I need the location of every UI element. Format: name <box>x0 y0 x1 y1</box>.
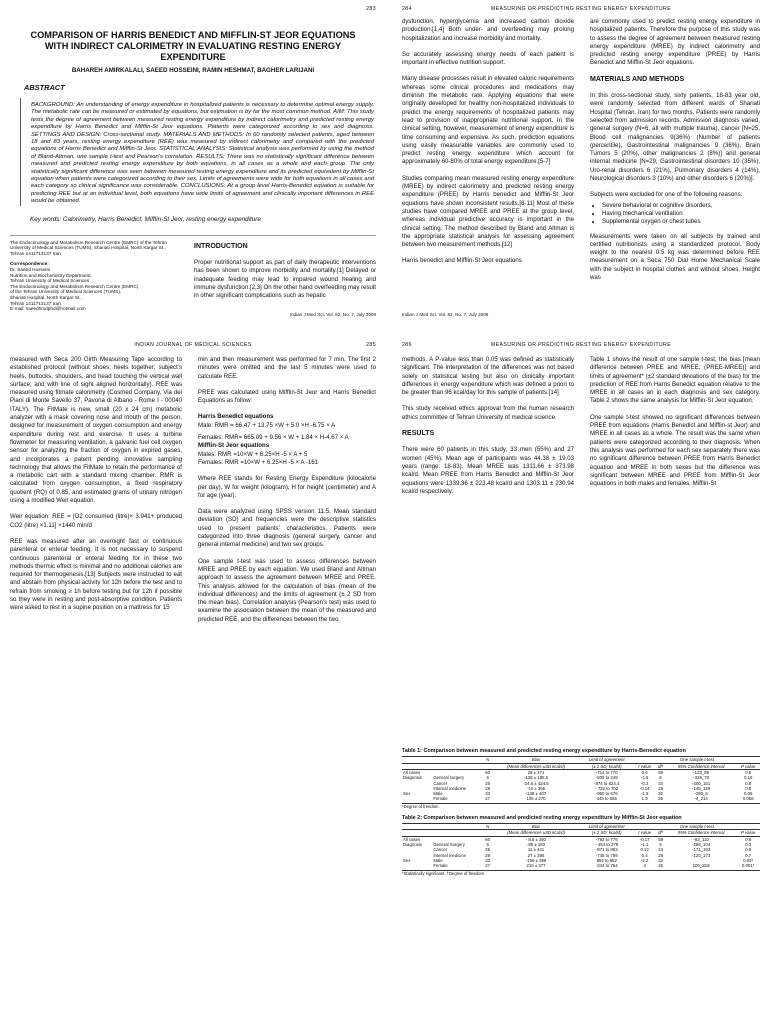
table-cell: All cases <box>403 836 421 842</box>
table-cell: Internal medicine <box>433 852 467 858</box>
column-subheader: P value <box>736 830 760 836</box>
table-cell: -128 ± 185.5 <box>523 775 549 781</box>
table-row <box>402 863 760 868</box>
correspondence-line: Shariati Hospital, North Kargar St., <box>10 295 82 301</box>
table-cell: -138 ± 407 <box>525 791 547 797</box>
table-cell: 0.3 <box>745 842 752 848</box>
exclusion-list <box>590 202 760 227</box>
table-cell: General Surgery <box>433 842 465 848</box>
abstract-text: BACKGROUND: An understanding of energy expenditure in hospitalized patients is necessary to determine optimal energy supply. The metabolic rate can be measured or estimated by equations, but estimation is by far the most common method. AIM: This study tests the degree of agreement between measured resting energy expenditure by indirect calorimetry and predicted resting energy expenditure by Harris Benedict and Mifflin-St Jeor equations. Patients were categorized according to sex and diagnosis. SETTINGS AND DESIGN: Cross-sectional study. MATERIALS AND METHODS: In 60 randomly selected patients, aged between 18 and 83 years, resting energy expenditure (REE) was measured by indirect calorimetry and compared with the predicted equations of Harris Benedict and Mifflin-St Jeor. STATISTICAL ANALYSIS: Statistical analysis was performed by using the method of Bland-Altman, one sample t-test and Pearson's correlation. RESULTS: There was no statistically significant difference between measured and predicted resting energy expenditure by both equations, in all cases as a whole and each group. The only statistically significant difference was seen between measured resting energy expenditure and its predicted equivalent by Mifflin-St equation when patients were categorized according to their sex. Limits of agreements were wide for both equations in all cases and each category so clinical significance was considerable. CONCLUSIONS: At a group level Harris-Benedict equation is suitable for predicting REE but at an individual level, both equations have wide limits of agreement and clinically important differences in REE would be obtained. <box>20 98 376 206</box>
table-cell: 32 <box>658 791 663 797</box>
table-cell: 0.9 <box>745 847 752 853</box>
table-cell: Diagnosis <box>403 775 422 781</box>
table-cell: -2.2 <box>640 857 649 863</box>
paragraph: are commonly used to predict resting energy expenditure in hospitalized patients. Therefore the purpose of this study was to assess the degree of agreement between measured resting energy expenditure (MREE) by indirect calorimetry and predicted resting energy expenditure (PREE) by Harris Benedict and Mifflin-St Jeor equations. <box>590 18 760 67</box>
weir-equation: Weir equation: REE = [O2 consumed (litre)× 3.941+ produced CO2 (litre) ×1.11] ×1440 min/d <box>10 513 182 529</box>
table-cell: 25 <box>485 780 491 786</box>
table-cell: -714 to 770 <box>595 770 618 775</box>
table-cell: -1.1 <box>640 842 649 848</box>
table-cell: -325_70 <box>693 775 710 781</box>
table-cell: 28 ± 371 <box>527 770 545 775</box>
table-cell: 26 <box>658 863 663 869</box>
right-column <box>590 356 760 756</box>
table-cell: Female <box>433 863 448 869</box>
table-cell: Sex <box>403 857 411 863</box>
table-cell: 0.058 <box>742 796 754 802</box>
table-cell: Sex <box>403 791 411 797</box>
intro-heading: INTRODUCTION <box>194 242 248 250</box>
correspondence-line: Tehran University of Medical Sciences <box>10 278 90 284</box>
paragraph: One sample t-test was used to assess differences between MREE and PREE by each equation. We used Bland and Altman approach to assess the agreement between MREE and PREE. This analysis allowed for the calculation of bias (mean of the individual differences) and the limits of agreement (± 2 SD from the mean bias). Correlation analysis (Pearson's test) was used to examine the association between the mean of the measured and predicted REE, and the differences between the two <box>198 557 376 623</box>
table-cell: 0.001* <box>741 863 755 869</box>
table-cell <box>402 863 432 868</box>
table-cell: -93_110 <box>693 836 709 842</box>
table-cell: - 8.5 ± 392 <box>525 836 547 842</box>
table-cell: 28 <box>658 852 663 858</box>
column-subheader: P value <box>736 763 760 769</box>
column-header: Limit of agreement <box>579 757 634 763</box>
table-cell: All cases <box>403 770 421 775</box>
table-cell: 0.4 <box>641 852 648 858</box>
methods-heading: MATERIALS AND METHODS <box>590 75 685 83</box>
table-cell: 6 <box>486 842 489 848</box>
table-caption: Table 1: Comparison between measured and predicted resting energy expenditure by Harris-Benedict equation <box>402 748 686 754</box>
table-cell: 0.8 <box>745 836 752 842</box>
table-cell: -874 to 824.4 <box>594 780 620 786</box>
correspondence-heading: Correspondence: <box>10 261 49 267</box>
table-cell: -793 to 776 <box>595 836 618 842</box>
hb-male-equation: Male: RMR = 66.47 + 13.75 ×W + 5.0 ×H -6.75 × A <box>198 421 336 429</box>
column-header: Bias <box>493 757 580 763</box>
table-cell: 33 <box>485 791 491 797</box>
running-head: INDIAN JOURNAL OF MEDICAL SCIENCES <box>134 342 252 348</box>
column-header: Limit of agreement <box>579 824 634 830</box>
paragraph: There were 60 patients in this study, 33 men (55%) and 27 women (45%). Mean age of participants was 44.38 ± 19.03 years (range: 18-83). Mean MREE was 1311.66 ± 373.98 kcal/d. Mean PREE from Harris Benedict and Mifflin-St Jeor equations were 1339.36 ± 223.48 kcal/d and 1303.11 ± 230.94 kcal/d respectively. <box>402 446 574 495</box>
running-head: MEASURING OR PREDICTING RESTING ENERGY EXPENDITURE <box>490 342 672 348</box>
paragraph: min and then measurement was performed for 7 min. The first 2 minutes were omitted and the last 5 minutes were used to calculate REE. <box>198 356 376 380</box>
table-cell: 5 <box>659 842 662 848</box>
correspondence-line: of the Tehran University of Medical Sciences (TUMS), <box>10 289 122 295</box>
column-subheader: (Mean differences ±SD kcal/d) <box>493 830 580 836</box>
paragraph: In this cross-sectional study, sixty patients, 18-83 year old, were randomly selected from different wards of Shariati Hospital (Tehran, Iran) for two months. Patients were randomly selected from admission records. Admission diagnosis varied, general surgery (N=6, all with multiple trauma), cancer [N=25, Blood cell malignancies 9(36%) (Number of patients (percentile), Gastrointestinal malignancies 9 (36%), Brain Tumors 5 (20%), other malignancies 2 (8%)] and general internal medicine [N=29, Gastrointestinal disorders 10 (35%), Uro-renal disorders 6 (21%), Pulmonary disorders 4 (14%), Neurological disorders 3 (10%) and other disorders 6 (20%)]. <box>590 92 760 183</box>
paragraph: Studies comparing mean measured resting energy expenditure (MREE) by indirect calorimetry and predicted resting energy expenditure (PREE) by Harris benedict and Mifflin-St Jeor equations have shown inconsistent results.[8-11] Most of these studies have compared MREE and PREE at the group level, whereas individual predictive accuracy is important in the clinical setting. The method described by Bland and Altman is the appropriate statistical analysis for assessing agreement between two measurement methods.[12] <box>402 174 574 249</box>
table-cell: -0.14 <box>639 785 650 791</box>
intro-text: Proper nutritional support as part of daily therapeutic interventions has been shown to improve morbidity and mortality.[1] Delayed or inadequate feeding may lead to impaired wound healing and immune dysfunction.[2,3] On the other hand overfeeding may result in other significant complications such as hepatic <box>194 258 376 300</box>
table-cell: General surgery <box>433 775 465 781</box>
table-cell: 24 <box>658 847 663 853</box>
paragraph: Where REE stands for Resting Energy Expenditure (kilocalorie per day), W for weight (kilogram), H for height (centimeter) and A for age (year). <box>198 475 376 499</box>
paragraph: Data were analyzed using SPSS version 11.5. Mean standard deviation (SD) and frequencies were the descriptive statistics used to present patients' characteristics. Patients were categorized into three diagnosis (general surgery, cancer and general internal medicine) and two sex groups. <box>198 508 376 549</box>
table-cell <box>402 796 432 801</box>
table-cell: -86 ± 183 <box>526 842 546 848</box>
page-footer: Indian J Med Sci, Vol. 62, No. 7, July 2008 <box>289 312 376 317</box>
table-cell: 0.8 <box>745 785 752 791</box>
table-cell: -505 to 249 <box>595 775 618 781</box>
table-cell: 5 <box>659 775 662 781</box>
table-cell: -145_126 <box>692 785 711 791</box>
page-number: 285 <box>366 342 376 348</box>
table-cell: 59 <box>658 770 663 775</box>
paragraph: Measurements were taken on all subjects by trained and certified nutritionists using a standardized protocol. Body weight to the nearest 0.5 kg was determined before REE measurement on a Seca 750 Dial Home Mechanical Scale with the subject in hospital clothes and without shoes. Height was <box>590 232 760 282</box>
correspondence-line: The Endocrinology and Metabolism Research Centre (EMRC) <box>10 283 139 289</box>
table-cell: 33 <box>485 857 491 863</box>
table-cell: -200_151 <box>692 780 711 786</box>
column-subheader: (Mean differences ±SD kcal/d) <box>493 763 580 769</box>
abstract-heading: ABSTRACT <box>24 83 65 92</box>
column-subheader: (± 2 SD; kcal/d) <box>579 830 634 836</box>
list-item: • Supplemental oxygen or chest tubes <box>602 218 760 226</box>
paragraph: Table 1 shows the result of one sample t-test, the bias [mean difference between PREE and MREE, (PREE-MREE)] and limits of agreement* (±2 standard deviations of the bias) for the prediction of REE from Harris Benedict equation relative to the MREE in all cases an in each diagnosis and sex category. Table 2 shows the same analysis for Mifflin-St Jeor equation. <box>590 356 760 405</box>
table-cell: -745 to 799 <box>595 852 618 858</box>
table-cell: 952 to 952 <box>596 857 617 863</box>
page-number: 286 <box>402 342 412 348</box>
page-286 <box>392 336 768 1024</box>
table-cell: -24.6 ± 424.5 <box>523 780 549 786</box>
table-cell: 32 <box>658 857 663 863</box>
data-table <box>402 823 760 868</box>
table-cell: 27 ± 386 <box>527 852 545 858</box>
table-cell: 27 <box>485 796 491 802</box>
left-column <box>10 356 182 1024</box>
paragraph: So accurately assessing energy needs of each patient is important in effective nutrition support. <box>402 50 574 67</box>
paragraph: dysfunction, hyperglycemia and increased carbon dioxide production.[1,4] Both under- and overfeeding may prolong hospitalization and increase morbidity and mortality. <box>402 18 574 42</box>
table-cell: 0.06 <box>744 791 753 797</box>
table-cell: Male <box>433 857 443 863</box>
table-cell: -1.9 <box>640 791 649 797</box>
correspondence-line: Tehran 1411713137 Iran. <box>10 300 63 306</box>
correspondence-line: Dr. Saeed Hosseini <box>10 267 51 273</box>
table-cell: 29 <box>485 852 491 858</box>
paragraph: PREE was calculated using Mifflin-St Jeor and Harris Benedict Equations as follow: <box>198 388 376 405</box>
table-cell: 29 <box>485 785 491 791</box>
paragraph: Harris benedict and Mifflin-St Jeor equations <box>402 257 522 265</box>
table-cell: -10 ± 356 <box>526 785 546 791</box>
ms-heading: Mifflin-St Jeor equations <box>198 442 270 450</box>
table-cell: 24 <box>658 780 663 786</box>
authors: BAHAREH AMIRKALALI, SAEED HOSSEINI, RAMIN HESHMAT, BAGHER LARIJANI <box>71 67 315 74</box>
table-cell: - 722 to 702 <box>595 785 619 791</box>
table-cell: 0.03* <box>743 857 754 863</box>
paragraph: Many disease processes result in elevated caloric requirements whereas some clinical procedures and medications may diminish the metabolic rate. Applying equations that were originally developed for healthy non-hospitalized individuals to predict the energy requirements of hospitalized patients may lead to provision of inappropriate nutritional support. In the clinical setting, however, measurement of energy expenditure is time consuming and expensive. As such, prediction equations using easily measurable variables are commonly used to predict resting energy expenditure which account for approximately 60-80% of total energy expenditure.[5-7] <box>402 75 574 166</box>
table-cell: -1.6 <box>640 775 649 781</box>
table-cell: 0.12 <box>640 847 649 853</box>
right-column <box>198 356 376 1024</box>
correspondence-line: Nutrition and Biochemistry Department, <box>10 272 92 278</box>
table-cell: 0.16 <box>744 775 753 781</box>
column-header: One sample t-test <box>634 757 760 763</box>
table-cell: -871 to 893 <box>595 847 618 853</box>
results-heading: RESULTS <box>402 430 435 438</box>
table-cell: -120_173 <box>692 852 711 858</box>
divider <box>10 235 376 236</box>
column-subheader: df* <box>655 830 666 836</box>
table-cell: 11 ± 441 <box>527 847 545 853</box>
table-cell: 1.9 <box>641 796 648 802</box>
table-cell: 28 <box>658 785 663 791</box>
table-cell: 25 <box>485 847 491 853</box>
page-number: 283 <box>366 6 376 12</box>
table-cell: -0.3 <box>640 780 649 786</box>
table-note: *Degree of freedom <box>402 803 760 809</box>
table-cell: 0.8 <box>745 780 752 786</box>
table-note: *Statistically significant, †Degree of freedom <box>402 870 760 876</box>
hb-heading: Harris Benedict equations <box>198 413 274 421</box>
table-cell: 445 to 655 <box>596 796 617 802</box>
keywords: Key words: Calorimetry, Harris Benedict, Mifflin-St Jeor, resting energy expenditure <box>30 215 261 223</box>
left-column <box>402 18 574 318</box>
table-row <box>402 796 760 801</box>
page-284 <box>392 0 768 325</box>
column-header: N <box>483 757 493 763</box>
table-cell: -123_85 <box>693 770 710 775</box>
table-cell: -280_6 <box>694 791 708 797</box>
table-cell: Diagnosis <box>403 842 422 848</box>
right-column <box>590 18 760 318</box>
page-footer: Indian J Med Sci, Vol. 62, No. 7, July 2008 <box>402 312 489 317</box>
table-cell: 4 <box>643 863 646 869</box>
hb-female-equation: Females: RMR= 665.09 + 9.56 × W + 1.84 × H-4.67 × A <box>198 434 349 442</box>
running-head: MEASURING OR PREDICTING RESTING ENERGY EXPENDITURE <box>490 6 672 12</box>
table-cell: -156 ± 396 <box>525 857 547 863</box>
table-cell: Cancer <box>433 847 448 853</box>
table-cell: 60 <box>485 836 491 842</box>
paragraph: Subjects were excluded for one of the following reasons: <box>590 191 743 199</box>
table-cell: -171_193 <box>692 847 711 853</box>
left-column <box>402 356 574 756</box>
table-cell: Female <box>433 796 448 802</box>
column-header: Bias <box>493 824 580 830</box>
table-cell: -296_104 <box>692 842 711 848</box>
table-cell: 210 ± 277 <box>526 863 546 869</box>
table-cell: -950 to 676 <box>595 791 618 797</box>
correspondence-email: E-mail: saeedhmdphd@hotmail.com <box>10 306 86 312</box>
article-title: COMPARISON OF HARRIS BENEDICT AND MIFFLIN-ST JEOR EQUATIONS WITH INDIRECT CALORIMETRY IN EVALUATING RESTING ENERGY EXPENDITURE <box>30 30 356 62</box>
column-subheader: 95% Confidence interval <box>666 830 737 836</box>
table-cell: 105 ± 270 <box>526 796 546 802</box>
column-subheader: (± 2 SD; kcal/d) <box>579 763 634 769</box>
table-cell: 60 <box>485 770 491 775</box>
page-283 <box>0 0 384 325</box>
table-cell: 0.6 <box>745 770 752 775</box>
table-cell: Internal medicine <box>433 785 467 791</box>
table-cell: -4_214 <box>694 796 708 802</box>
table-cell: 0.7 <box>745 852 752 858</box>
list-item: • Having mechanical ventilation <box>602 210 760 218</box>
ms-female-equation: Females: RMR =10×W + 6.25×H -5 × A -161 <box>198 458 319 466</box>
table-cell: 26 <box>658 796 663 802</box>
ms-male-equation: Males: RMR =10×W + 6.25×H -5 × A + 5 <box>198 450 308 458</box>
table-cell: Cancer <box>433 780 448 786</box>
paragraph: REE was measured after an overnight fast or continuous parenteral or enteral feeding. It is not necessary to suspend continuous parenteral or enteral feeding for in these two methods thermic effect is minimal and no additional calories are required for thermogenesis.[13] Subjects were instructed to eat and abstain from physical activity for 12h before the test and to refrain from smoking ≥ 1h before testing but for 12h if possible so they were in resting and post-absorptive condition. Patients were asked to rest in a supine position on a mattress for 15 <box>10 537 182 612</box>
column-subheader: t value <box>634 763 655 769</box>
table-cell: 0.6 <box>641 770 648 775</box>
column-header: N <box>483 824 493 830</box>
paragraph: measured with Seca 200 Girth Measuring Tape according to established protocol (without shoes; heels together; subject's heels, buttocks, shoulders, and head touching the vertical wall surface; and with line of sight aligned horizontally). REE was measured using fitmate calorimetry (Cosmed Company, Via dei Piani di Monte Savello 37, Pavona di Albano - Rome I - 00040 ITALY). The FitMate is new, small (20 x 24 cm) metabolic analyzer with a mask covering nose and mouth of the person, designed for measurement of oxygen consumption and energy expenditure during rest and exercise. It uses a turbine flowmeter for measuring ventilation, a galvanic fuel cell oxygen sensor for analyzing the fraction of oxygen in expired gases, and incorporates a patent pending innovative sampling technology that allows the FitMate to retain the performance of a metabolic cart with a standard mixing chamber. RMR is calculated from oxygen consumption, a fixed respiratory quotient (RQ) of 0.85, and estimated grams of urinary nitrogen using a modified Weir equation. <box>10 356 182 505</box>
table-cell: -344 to 764 <box>595 863 618 869</box>
table-cell: - 454 to 278 <box>595 842 619 848</box>
table-cell: Male <box>433 791 443 797</box>
column-subheader: df* <box>655 763 666 769</box>
affiliation-column <box>10 240 180 325</box>
paragraph: This study received ethics approval from the human research ethics committee of Tehran University of medical science. <box>402 405 574 421</box>
page-number: 284 <box>402 6 412 12</box>
table-cell: 27 <box>485 863 491 869</box>
list-item: • Severe behavioral or cognitive disorders, <box>602 202 760 210</box>
column-subheader: 95% Confidence interval <box>666 763 737 769</box>
table-caption: Table 2: Comparison between measured and predicted resting energy expenditure by Mifflin-St Jeor equation <box>402 814 682 821</box>
paragraph: methods. A P-value less than 0.05 was defined as statistically significant. The interpretation of the differences was not based solely on statistical testing but also on clinically important differences in energy expenditure which was defined a priori to be greater than 96 kcal/day for this sample of patients.[14] <box>402 356 574 397</box>
paragraph: One sample t-test showed no significant differences between PREE from equations (Harris Benedict and Mifflin-st Jeor) and MREE in all cases as a whole. The result was the same when patients were categorized according to their diagnosis. When this analysis was performed for each sex separately there was no significant difference between PREE from Harris Benedict equation and MREE in both sexes but the difference was significant between MREE and PREE from Mifflin-St Jeor equations in both males and females. Mifflin-St <box>590 413 760 488</box>
table-cell: 100_319 <box>692 863 710 869</box>
column-header: One sample t-test <box>634 824 760 830</box>
table-cell: 6 <box>486 775 489 781</box>
data-table <box>402 756 760 801</box>
column-subheader: t value <box>634 830 655 836</box>
tables-area <box>402 748 760 876</box>
affiliation: The Endocrinology and Metabolism Research Centre (EMRC) of the Tehran University of Medical Sciences (TUMS), Shariati Hospital, North Kargar St., Tehran 1411713137 Iran <box>10 239 168 256</box>
page-285 <box>0 336 384 1024</box>
table-cell: 59 <box>658 836 663 842</box>
table-cell: -0.17 <box>639 836 650 842</box>
